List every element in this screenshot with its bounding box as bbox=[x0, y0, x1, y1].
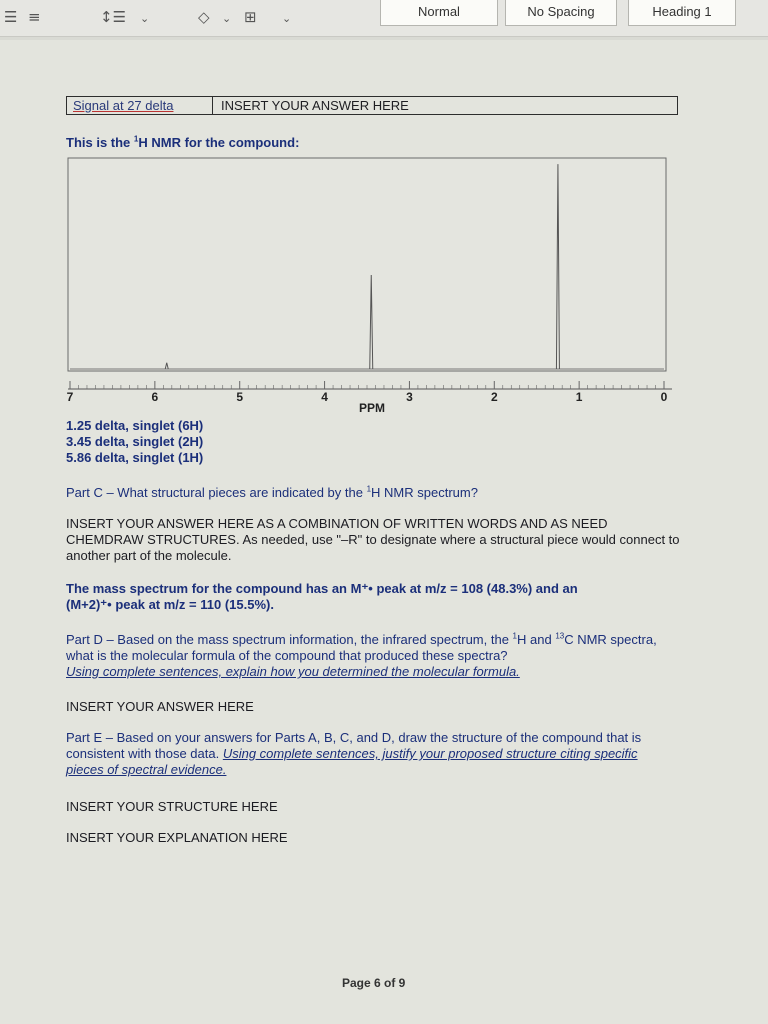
align-center-icon[interactable]: ☰ bbox=[4, 8, 18, 26]
part-c-answer[interactable]: INSERT YOUR ANSWER HERE AS A COMBINATION OF WRITTEN WORDS AND AS NEED CHEMDRAW STRUCTURES. As needed, use "–R" to designate where a structural piece would connect to another part of the molecule. bbox=[66, 516, 680, 563]
part-c-pre: Part C – What structural pieces are indicated by the bbox=[66, 485, 367, 500]
part-e-question bbox=[66, 730, 676, 778]
nmr-x-label: PPM bbox=[358, 401, 386, 415]
chevron-down-icon[interactable]: ⌄ bbox=[282, 12, 292, 25]
nmr-intro-post: H NMR for the compound: bbox=[138, 135, 300, 150]
nmr-tick-label: 7 bbox=[66, 390, 74, 404]
part-d-pre: Part D – Based on the mass spectrum information, the infrared spectrum, the bbox=[66, 632, 513, 647]
part-d-answer[interactable]: INSERT YOUR ANSWER HERE bbox=[66, 699, 254, 714]
part-d-sup-1: 1 bbox=[512, 631, 517, 641]
part-e-instruction: Using complete sentences, justify your proposed structure citing specific pieces of spectral evidence. bbox=[66, 746, 638, 777]
style-heading-1[interactable]: Heading 1 bbox=[628, 0, 736, 26]
table-label: Signal at 27 delta bbox=[73, 98, 174, 113]
chevron-down-icon[interactable]: ⌄ bbox=[140, 12, 150, 25]
chevron-down-icon[interactable]: ⌄ bbox=[222, 12, 232, 25]
nmr-tick-label: 0 bbox=[660, 390, 668, 404]
nmr-intro-sup: 1 bbox=[133, 134, 139, 144]
nmr-spectrum bbox=[60, 150, 690, 415]
answer-table-row bbox=[66, 96, 678, 115]
nmr-plot-frame bbox=[68, 158, 666, 371]
part-c-question bbox=[66, 485, 478, 501]
line-spacing-icon[interactable]: ↕☰ bbox=[100, 8, 127, 26]
ribbon-toolbar bbox=[0, 0, 768, 37]
part-d-mid: H and bbox=[517, 632, 556, 647]
part-d-sup-2: 13 bbox=[555, 631, 565, 641]
style-normal[interactable]: Normal bbox=[380, 0, 498, 26]
nmr-intro-pre: This is the bbox=[66, 135, 134, 150]
peak-list-item: 1.25 delta, singlet (6H) bbox=[66, 418, 204, 433]
nmr-tick-label: 5 bbox=[236, 390, 244, 404]
mass-spec-line-2: (M+2)⁺• peak at m/z = 110 (15.5%). bbox=[66, 597, 274, 612]
fill-color-icon[interactable]: ◇ bbox=[198, 8, 210, 26]
borders-icon[interactable]: ⊞ bbox=[244, 8, 257, 26]
part-e-pre: Part E – Based on your answers for Parts A, B, C, and D, draw the structure of the compound that is consistent with those data. bbox=[66, 730, 642, 761]
nmr-tick-label: 3 bbox=[406, 390, 413, 404]
table-answer-cell[interactable]: INSERT YOUR ANSWER HERE bbox=[221, 98, 409, 113]
part-e-structure[interactable]: INSERT YOUR STRUCTURE HERE bbox=[66, 799, 278, 814]
part-d-question bbox=[66, 632, 686, 680]
nmr-tick-label: 2 bbox=[490, 390, 498, 404]
peak-list-item: 3.45 delta, singlet (2H) bbox=[66, 434, 204, 449]
part-d-instruction: Using complete sentences, explain how you determined the molecular formula. bbox=[66, 664, 520, 679]
part-c-post: H NMR spectrum? bbox=[371, 485, 478, 500]
nmr-tick-label: 4 bbox=[321, 390, 328, 404]
style-no-spacing[interactable]: No Spacing bbox=[505, 0, 617, 26]
peak-list-item: 5.86 delta, singlet (1H) bbox=[66, 450, 204, 465]
table-label-cell[interactable] bbox=[67, 97, 213, 114]
nmr-tick-label: 6 bbox=[151, 390, 159, 404]
part-d-post: C NMR spectra, what is the molecular formula of the compound that produced these spectra? bbox=[66, 632, 657, 663]
nmr-intro bbox=[66, 135, 299, 151]
page-number: Page 6 of 9 bbox=[342, 976, 406, 990]
mass-spec-line-1: The mass spectrum for the compound has an M⁺• peak at m/z = 108 (48.3%) and an bbox=[66, 581, 578, 596]
mass-spec-text bbox=[66, 581, 696, 613]
part-e-explanation[interactable]: INSERT YOUR EXPLANATION HERE bbox=[66, 830, 288, 845]
nmr-tick-label: 1 bbox=[575, 390, 583, 404]
part-c-sup: 1 bbox=[366, 484, 372, 494]
align-justify-icon[interactable]: ≡ bbox=[28, 8, 41, 26]
